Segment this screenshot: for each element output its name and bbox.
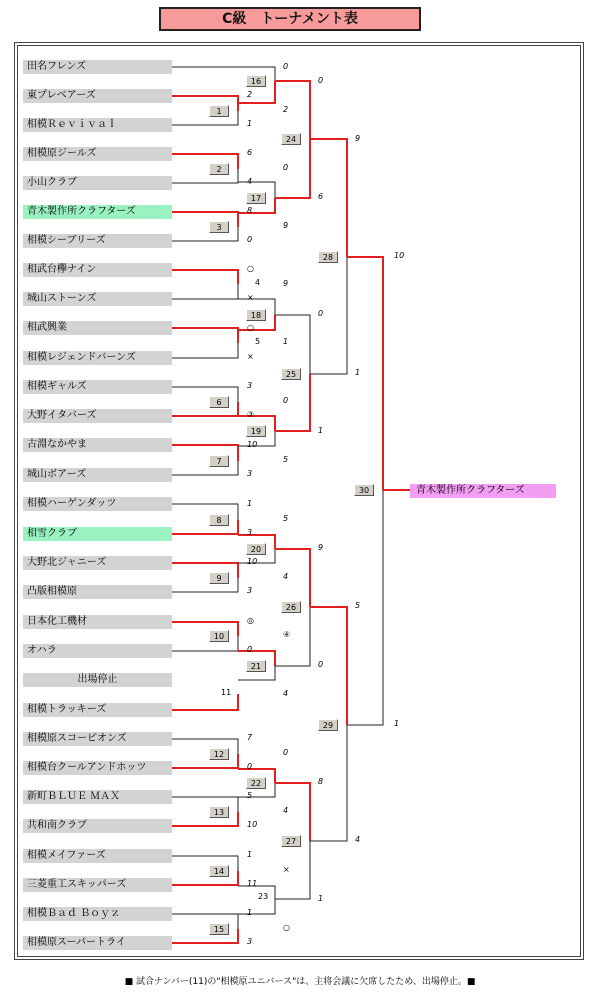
match-number-box: 20 (246, 543, 266, 555)
score-label: 1 (247, 119, 253, 128)
score-label: 0 (247, 645, 253, 654)
match-number-box: 29 (318, 719, 338, 731)
score-label: 4 (283, 806, 289, 815)
team-name: 相模メイファーズ (23, 849, 172, 863)
score-label: 1 (394, 719, 400, 728)
score-label: 0 (247, 235, 253, 244)
bracket-line (275, 315, 310, 374)
score-label: 9 (355, 134, 361, 143)
score-label: 8 (247, 206, 253, 215)
score-label: × (283, 865, 290, 874)
match-number-box: 26 (281, 601, 301, 613)
bracket-winner-line (310, 607, 347, 725)
score-label: 3 (247, 469, 253, 478)
bracket-winner-line (275, 783, 310, 841)
bracket-winner-line (275, 549, 310, 607)
score-label: 1 (283, 337, 289, 346)
score-label: 10 (394, 251, 405, 260)
score-label: ○ (247, 323, 254, 332)
team-name: 相模原スコーピオンズ (23, 732, 172, 746)
bracket-line (172, 284, 238, 299)
match-number-box: 7 (209, 455, 229, 467)
team-name: 凸版相模原 (23, 585, 172, 599)
team-name: 相模レジェンドバーンズ (23, 351, 172, 365)
score-label: 4 (355, 835, 361, 844)
match-number-box: 18 (246, 309, 266, 321)
score-label: 9 (283, 279, 289, 288)
score-label: 0 (247, 762, 253, 771)
bracket-line (238, 899, 275, 914)
team-name: 相模シーブリーズ (23, 234, 172, 248)
score-label: 8 (318, 777, 324, 786)
team-name: 城山ストーンズ (23, 292, 172, 306)
match-number: 23 (258, 892, 269, 901)
score-label: 0 (283, 748, 289, 757)
team-name: 相模Ｂａｄ Ｂｏｙｚ (23, 907, 172, 921)
score-label: 0 (318, 309, 324, 318)
score-label: 6 (318, 192, 324, 201)
bracket-winner-line (275, 139, 310, 198)
score-label: 6 (247, 148, 253, 157)
match-number-box: 14 (209, 865, 229, 877)
team-name: 相雪クラブ (23, 527, 172, 541)
team-name: 相武興業 (23, 321, 172, 335)
score-label: 10 (247, 557, 258, 566)
score-label: 1 (318, 894, 324, 903)
match-number: 4 (255, 278, 261, 287)
team-name: 東プレベアーズ (23, 89, 172, 103)
match-number-box: 25 (281, 368, 301, 380)
team-name: 城山ボアーズ (23, 468, 172, 482)
score-label: 9 (283, 221, 289, 230)
team-name: オハラ (23, 644, 172, 658)
score-label: ④ (283, 630, 291, 639)
team-name: 相模Ｒｅｖｉｖａｌ (23, 118, 172, 132)
team-name: 相模原スーパートライ (23, 936, 172, 950)
match-number-box: 19 (246, 425, 266, 437)
score-label: 3 (247, 381, 253, 390)
score-label: ○ (247, 264, 254, 273)
bracket-line (275, 607, 310, 666)
match-number-box: 10 (209, 630, 229, 642)
match-number-box: 6 (209, 396, 229, 408)
team-name: 相模トラッキーズ (23, 703, 172, 717)
score-label: 3 (247, 937, 253, 946)
team-name: 大野北ジャニーズ (23, 556, 172, 570)
team-name: 三菱重工スキッパーズ (23, 878, 172, 892)
match-number-box: 3 (209, 221, 229, 233)
score-label: 9 (318, 543, 324, 552)
score-label: 5 (283, 514, 289, 523)
match-number-box: 17 (246, 192, 266, 204)
score-label: ○ (283, 923, 290, 932)
score-label: 7 (247, 733, 253, 742)
match-number-box: 30 (354, 484, 374, 496)
bracket-winner-line (172, 328, 238, 343)
bracket-winner-line (172, 270, 238, 284)
match-number-box: 27 (281, 835, 301, 847)
score-label: 0 (283, 396, 289, 405)
bracket-winner-line (310, 139, 347, 257)
bracket-line (310, 257, 347, 374)
match-number-box: 15 (209, 923, 229, 935)
score-label: 11 (247, 879, 258, 888)
match-number-box: 21 (246, 660, 266, 672)
match-number-box: 16 (246, 75, 266, 87)
score-label: 1 (247, 908, 253, 917)
score-label: 2 (283, 105, 289, 114)
match-number-box: 9 (209, 572, 229, 584)
score-label: 0 (318, 660, 324, 669)
match-number-box: 1 (209, 105, 229, 117)
score-label: 4 (283, 572, 289, 581)
score-label: 4 (283, 689, 289, 698)
team-name: 相模台クールアンドホッツ (23, 761, 172, 775)
footnote: ■ 試合ナンバー(11)の"相模原ユニバース"は、主将会議に欠席したため、出場停止。■ (124, 977, 476, 987)
bracket-winner-line (347, 257, 383, 490)
bracket-line (310, 725, 347, 841)
score-label: 5 (355, 601, 361, 610)
team-name: 青木製作所クラフターズ (23, 205, 172, 219)
team-name: 日本化工機材 (23, 615, 172, 629)
score-label: 0 (283, 62, 289, 71)
match-number-box: 12 (209, 748, 229, 760)
score-label: 5 (283, 455, 289, 464)
score-label: ③ (247, 410, 255, 419)
bracket-line (172, 343, 238, 358)
match-number: 11 (221, 688, 232, 697)
team-name: 小山クラブ (23, 176, 172, 190)
team-name: 相模ギャルズ (23, 380, 172, 394)
score-label: 5 (247, 791, 253, 800)
score-label: 3 (247, 586, 253, 595)
score-label: × (247, 293, 254, 302)
bracket-winner-line (275, 81, 310, 139)
match-number-box: 22 (246, 777, 266, 789)
score-label: 2 (247, 90, 253, 99)
team-name: 相模ハーゲンダッツ (23, 497, 172, 511)
match-number-box: 13 (209, 806, 229, 818)
bracket-line (275, 841, 310, 899)
score-label: 1 (247, 499, 253, 508)
score-label: 10 (247, 440, 258, 449)
score-label: 3 (247, 528, 253, 537)
score-label: × (247, 352, 254, 361)
match-number-box: 2 (209, 163, 229, 175)
team-name: 相武台欅ナイン (23, 263, 172, 277)
score-label: 0 (318, 76, 324, 85)
team-name: 出場停止 (23, 673, 172, 687)
team-name: 新町ＢＬＵＥ ＭＡＸ (23, 790, 172, 804)
page-title: C級 トーナメント表 (159, 7, 421, 31)
match-number: 5 (255, 337, 261, 346)
bracket-line (347, 490, 383, 725)
score-label: 1 (355, 368, 361, 377)
score-label: 10 (247, 820, 258, 829)
score-label: 0 (283, 163, 289, 172)
score-label: 1 (318, 426, 324, 435)
score-label: 4 (247, 177, 253, 186)
team-name: 田名フレンズ (23, 60, 172, 74)
team-name: 大野イタバーズ (23, 409, 172, 423)
team-name: 相模原ジールズ (23, 147, 172, 161)
score-label: 1 (247, 850, 253, 859)
team-name: 共和南クラブ (23, 819, 172, 833)
team-name: 古淵なかやま (23, 438, 172, 452)
champion-label: 青木製作所クラフターズ (410, 484, 556, 498)
bracket-winner-line (275, 374, 310, 431)
match-number-box: 28 (318, 251, 338, 263)
match-number-box: 24 (281, 133, 301, 145)
match-number-box: 8 (209, 514, 229, 526)
score-label: ◎ (247, 616, 254, 625)
